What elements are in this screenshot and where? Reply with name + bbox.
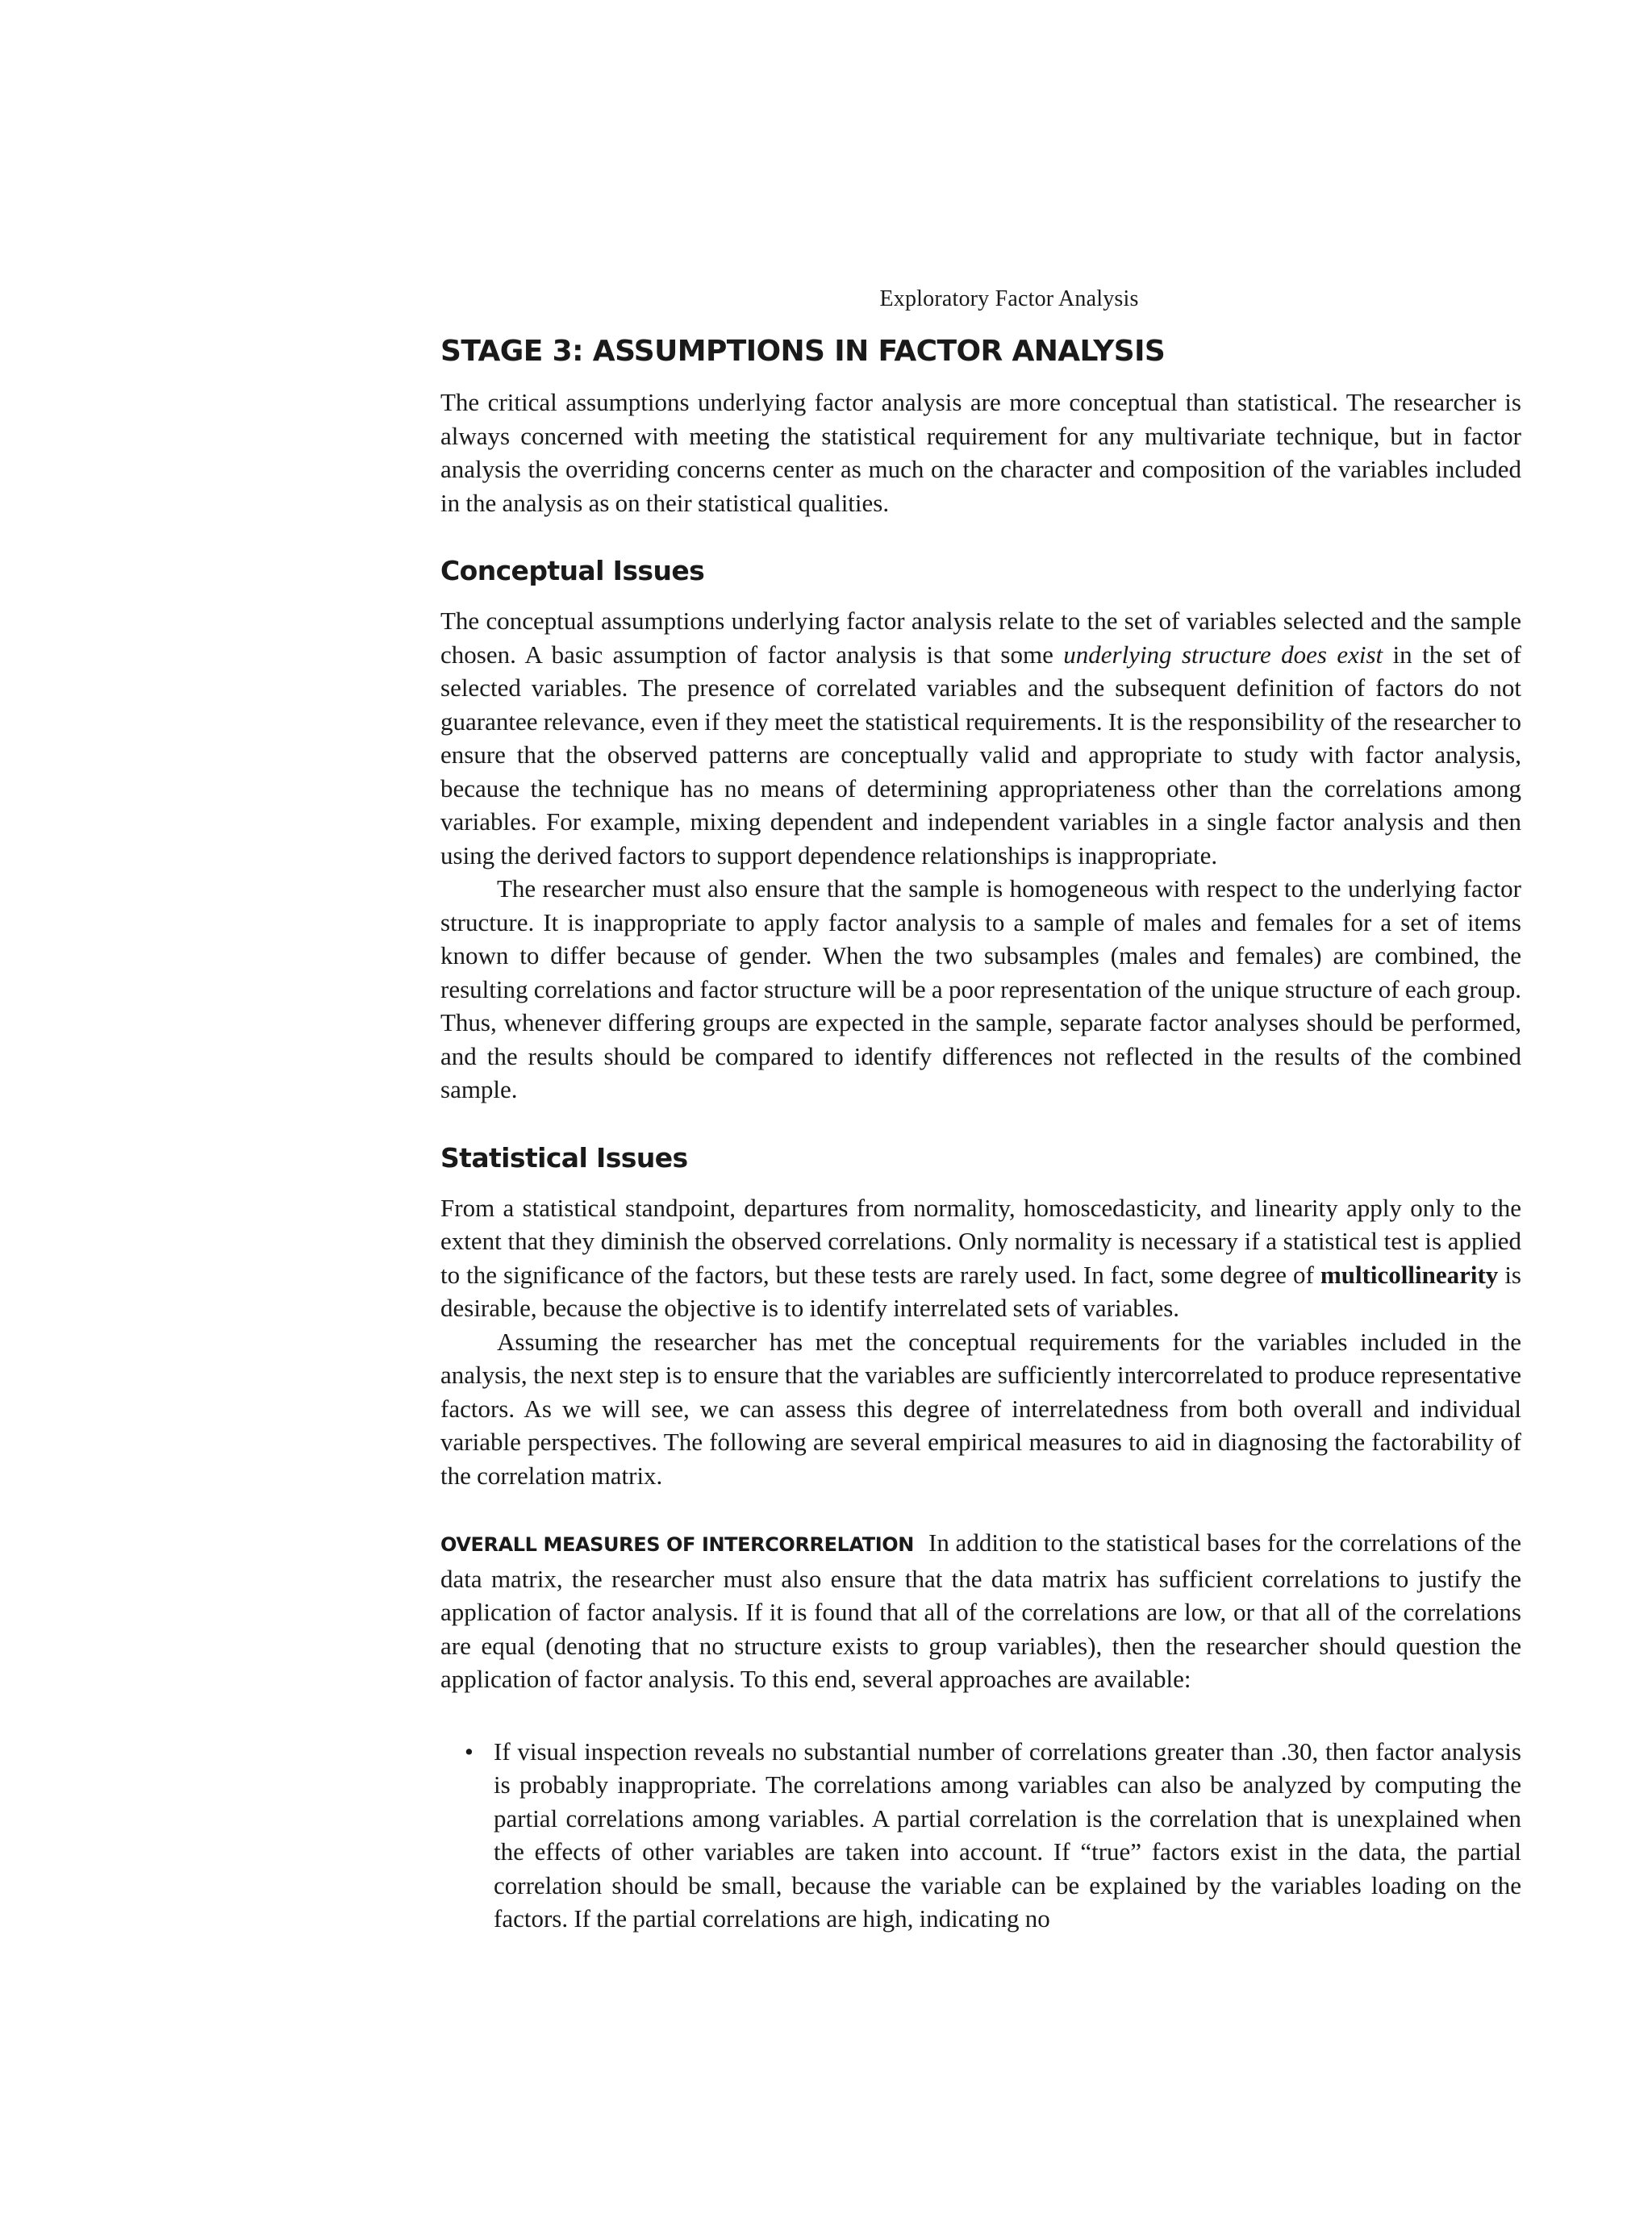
conceptual-p1-emphasis: underlying structure does exist bbox=[1063, 640, 1383, 669]
conceptual-issues-heading: Conceptual Issues bbox=[440, 555, 705, 586]
running-head: Exploratory Factor Analysis bbox=[879, 286, 1139, 311]
statistical-p1-keyword: multicollinearity bbox=[1320, 1260, 1499, 1289]
document-page bbox=[440, 286, 1521, 1936]
section-title: STAGE 3: ASSUMPTIONS IN FACTOR ANALYSIS bbox=[440, 335, 1166, 368]
statistical-paragraph-1 bbox=[440, 1191, 1521, 1325]
conceptual-p1-text-a: The conceptual assumptions underlying factor analysis relate to the set of variables selected and the sample chosen. A basic assumption of factor analysis is that some bbox=[440, 607, 1521, 669]
statistical-p1-text-b: is desirable, because the objective is to identify interrelated sets of variables. bbox=[440, 1260, 1521, 1322]
bullet-marker: • bbox=[465, 1737, 473, 1766]
conceptual-paragraph-2: The researcher must also ensure that the sample is homogeneous with respect to the underlying factor structure. It is inappropriate to apply factor analysis to a sample of males and females for a set of items known to differ because of gender. When the two subsamples (males and females) are combined, the resulting correlations and factor structure will be a poor representation of the unique structure of each group. Thus, whenever differing groups are expected in the sample, separate factor analyses should be performed, and the results should be compared to identify differences not reflected in the results of the combined sample. bbox=[440, 874, 1521, 1103]
overall-measures-paragraph bbox=[440, 1526, 1521, 1696]
statistical-p1-text-a: From a statistical standpoint, departures from normality, homoscedasticity, and linearity apply only to the extent that they diminish the observed correlations. Only normality is necessary if a statistical test is applied to the significance of the factors, but these tests are rarely used. In fact, some degree of bbox=[440, 1193, 1521, 1289]
overall-measures-runin-heading: OVERALL MEASURES OF INTERCORRELATION bbox=[440, 1533, 914, 1556]
intro-paragraph: The critical assumptions underlying factor analysis are more conceptual than statistical. The researcher is always concerned with meeting the statistical requirement for any multivariate technique, but in factor analysis the overriding concerns center as much on the character and composition of the variables included in the analysis as on their statistical qualities. bbox=[440, 388, 1521, 517]
overall-measures-text: In addition to the statistical bases for the correlations of the data matrix, the researcher must also ensure that the data matrix has sufficient correlations to justify the application of factor analysis. If it is found that all of the correlations are low, or that all of the correlations are equal (denoting that no structure exists to group variables), then the researcher should question the application of factor analysis. To this end, several approaches are available: bbox=[440, 1528, 1521, 1693]
conceptual-p1-text-b: in the set of selected variables. The presence of correlated variables and the subsequent definition of factors do not guarantee relevance, even if they meet the statistical requirements. It is the responsibility of the researcher to ensure that the observed patterns are conceptually valid and appropriate to study with factor analysis, because the technique has no means of determining appropriateness other than the correlations among variables. For example, mixing dependent and independent variables in a single factor analysis and then using the derived factors to support dependence relationships is inappropriate. bbox=[440, 640, 1521, 869]
statistical-issues-heading: Statistical Issues bbox=[440, 1141, 688, 1174]
list-item bbox=[465, 1735, 1521, 1936]
conceptual-paragraph-1 bbox=[440, 604, 1521, 872]
list-item-text: If visual inspection reveals no substantial number of correlations greater than .30, then factor analysis is probably inappropriate. The correlations among variables can also be analyzed by computing the partial correlations among variables. A partial correlation is the correlation that is unexplained when the effects of other variables are taken into account. If “true” factors exist in the data, the partial correlation should be small, because the variable can be explained by the variables loading on the factors. If the partial correlations are high, indicating no bbox=[494, 1737, 1521, 1933]
approaches-list bbox=[440, 1735, 1521, 1936]
statistical-paragraph-2: Assuming the researcher has met the conceptual requirements for the variables included in the analysis, the next step is to ensure that the variables are sufficiently intercorrelated to produce representative factors. As we will see, we can assess this degree of interrelatedness from both overall and individual variable perspectives. The following are several empirical measures to aid in diagnosing the factorability of the correlation matrix. bbox=[440, 1327, 1521, 1490]
